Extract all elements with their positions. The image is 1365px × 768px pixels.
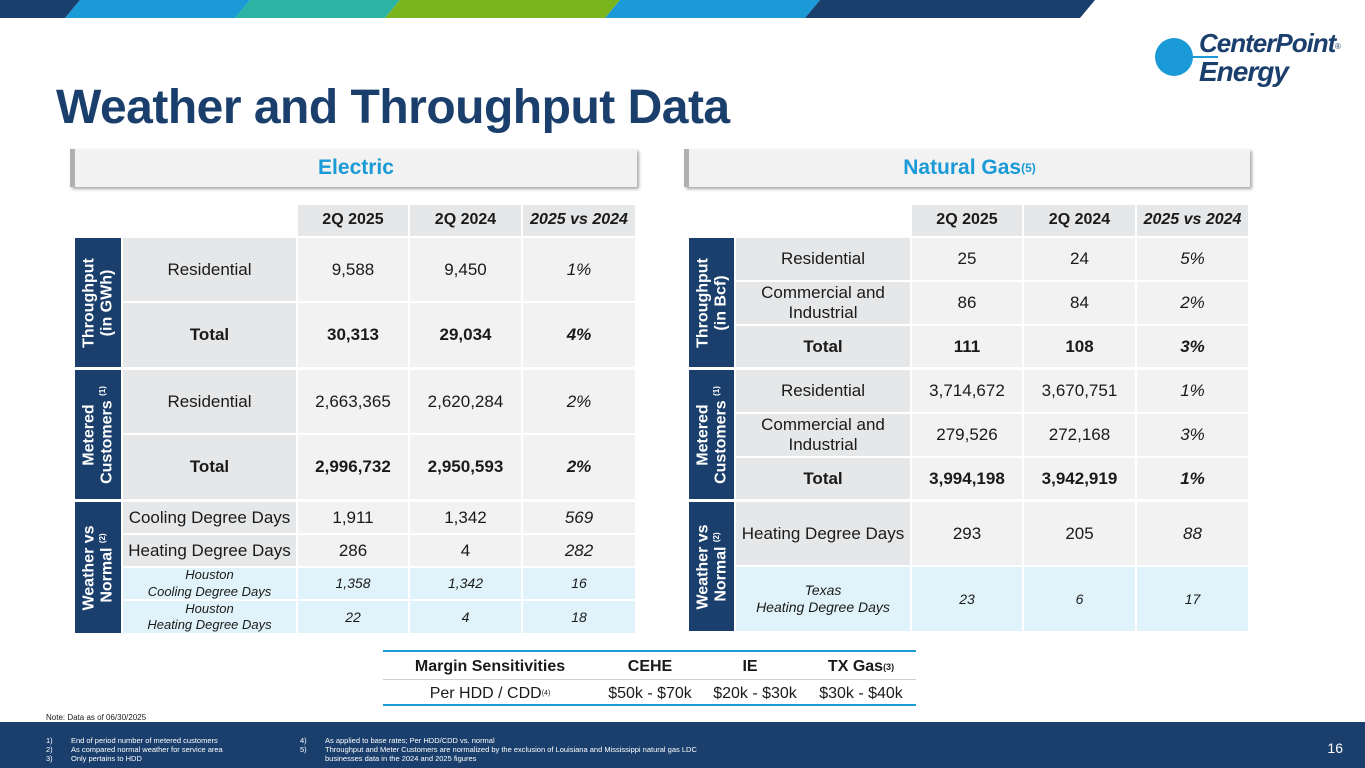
- side-label-footnote: (2): [711, 531, 721, 542]
- cell-2q2024: 29,034: [410, 303, 521, 367]
- margin-data-row: [383, 679, 916, 706]
- cell-2q2025: 1,358: [298, 568, 408, 599]
- row-label-total: Total: [123, 435, 296, 499]
- cell-change: 5%: [1137, 238, 1248, 280]
- margin-row-label-footnote: (4): [541, 690, 551, 697]
- cell-change: 1%: [523, 238, 635, 301]
- electric-header-2q2024: 2Q 2024: [410, 205, 521, 236]
- cell-change: 18: [523, 601, 635, 633]
- side-label-line1: Throughput: [80, 257, 98, 348]
- electric-customers-side-label: [75, 370, 121, 499]
- footnote-number: 1): [46, 736, 53, 745]
- cell-2q2024: 2,620,284: [410, 370, 521, 433]
- cell-2q2024: 3,670,751: [1024, 370, 1135, 412]
- side-label-line2: Normal: [98, 547, 115, 603]
- cell-2q2025: 3,714,672: [912, 370, 1022, 412]
- cell-2q2025: 286: [298, 535, 408, 566]
- footnotes-right: [300, 736, 697, 763]
- row-label-line2: Heating Degree Days: [147, 617, 272, 632]
- logo-text-line1: CenterPoint: [1199, 28, 1336, 58]
- gas-weather-side-label: [689, 502, 734, 631]
- row-label: Heating Degree Days: [123, 535, 296, 566]
- cell-2q2024: 108: [1024, 326, 1135, 367]
- cell-change: 2%: [1137, 282, 1248, 324]
- row-label: Residential: [736, 370, 910, 412]
- footnote-item: [46, 745, 223, 754]
- margin-sensitivities-table: [383, 650, 916, 706]
- cell-2q2024: 24: [1024, 238, 1135, 280]
- row-label-line1: Houston: [185, 567, 234, 583]
- logo-registered-mark: ®: [1335, 42, 1341, 51]
- row-label: Residential: [736, 238, 910, 280]
- footnote-number: 3): [46, 754, 53, 764]
- cell-change: 2%: [523, 370, 635, 433]
- cell-2q2024: 272,168: [1024, 414, 1135, 456]
- row-label-total: Total: [123, 303, 296, 367]
- electric-throughput-side-label: [75, 238, 121, 367]
- row-label-commercial: [736, 282, 910, 324]
- row-label-line2: Cooling Degree Days: [147, 583, 272, 599]
- cell-2q2024: 4: [410, 601, 521, 633]
- margin-txgas-value: $30k - $40k: [819, 684, 903, 702]
- gas-customers-side-label: [689, 370, 734, 499]
- page-number: 16: [1327, 740, 1343, 756]
- row-label: Residential: [123, 238, 296, 301]
- side-label-line2: Normal: [711, 546, 729, 602]
- row-label: Heating Degree Days: [736, 502, 910, 565]
- margin-row-label-text: Per HDD / CDD: [429, 684, 542, 702]
- row-label-total: Total: [736, 326, 910, 367]
- footnote-text: Only pertains to HDD: [71, 754, 142, 764]
- row-label-texas-hdd: [736, 567, 910, 631]
- row-label-commercial: [736, 414, 910, 456]
- cell-2q2024: 1,342: [410, 568, 521, 599]
- cell-change: 1%: [1137, 370, 1248, 412]
- cell-2q2025: 1,911: [298, 502, 408, 533]
- cell-2q2025: 2,996,732: [298, 435, 408, 499]
- logo-text-line2: Energy: [1199, 56, 1288, 87]
- row-label-line2: Heating Degree Days: [756, 599, 890, 615]
- side-label-footnote: (2): [97, 532, 107, 543]
- data-note: Note: Data as of 06/30/2025: [46, 713, 147, 722]
- footnote-item: [46, 736, 223, 745]
- electric-banner: [70, 149, 637, 187]
- cell-2q2025: 25: [912, 238, 1022, 280]
- margin-header-label: Margin Sensitivities: [414, 657, 566, 675]
- cell-2q2025: 2,663,365: [298, 370, 408, 433]
- margin-header-txgas-label: TX Gas: [827, 657, 884, 675]
- cell-2q2025: 86: [912, 282, 1022, 324]
- footnote-text: As compared normal weather for service area: [71, 745, 223, 755]
- row-label-houston-hdd: [123, 601, 296, 633]
- electric-banner-label: Electric: [318, 156, 394, 179]
- cell-change: 2%: [523, 435, 635, 499]
- footnote-text: End of period number of metered customers: [71, 736, 218, 745]
- electric-weather-side-label: [75, 502, 121, 633]
- row-label-line1: Texas: [804, 581, 842, 598]
- gas-banner-footnote: (5): [1021, 161, 1036, 175]
- side-label-line1: Metered: [80, 403, 98, 466]
- cell-2q2024: 3,942,919: [1024, 458, 1135, 499]
- cell-2q2025: 279,526: [912, 414, 1022, 456]
- margin-header-cehe: CEHE: [627, 657, 673, 675]
- cell-change: 3%: [1137, 326, 1248, 367]
- gas-banner: [684, 149, 1250, 187]
- row-label-line1: Commercial and: [761, 283, 885, 303]
- side-label-footnote: (1): [711, 385, 721, 396]
- footnote-item: [46, 754, 223, 763]
- margin-header-txgas: [811, 653, 911, 680]
- margin-row-label: [395, 680, 585, 707]
- footnote-text: Throughput and Meter Customers are normalized by the exclusion of Louisiana and Mississippi natural gas LDC: [325, 745, 697, 755]
- cell-2q2025: 23: [912, 567, 1022, 631]
- margin-ie-value: $20k - $30k: [713, 684, 797, 702]
- cell-change: 4%: [523, 303, 635, 367]
- gas-throughput-side-label: [689, 238, 734, 367]
- side-label-line1: Weather vs: [80, 524, 98, 611]
- gas-header-2q2024: 2Q 2024: [1024, 205, 1135, 236]
- centerpoint-logo: [1155, 28, 1345, 94]
- row-label-line2: Industrial: [788, 303, 858, 322]
- footer: [0, 722, 1365, 768]
- cell-2q2024: 2,950,593: [410, 435, 521, 499]
- side-label-line2: Customers: [98, 399, 115, 484]
- cell-change: 16: [523, 568, 635, 599]
- cell-2q2025: 111: [912, 326, 1022, 367]
- cell-2q2024: 1,342: [410, 502, 521, 533]
- margin-header-txgas-footnote: (3): [883, 661, 895, 672]
- cell-change: 1%: [1137, 458, 1248, 499]
- side-label-line2: (in Bcf): [711, 274, 729, 331]
- cell-2q2025: 293: [912, 502, 1022, 565]
- margin-cehe-value: $50k - $70k: [608, 684, 692, 702]
- row-label-total: Total: [736, 458, 910, 499]
- footnotes-left: [46, 736, 223, 763]
- footnote-text: businesses data in the 2024 and 2025 figures: [325, 754, 477, 764]
- side-label-footnote: (1): [97, 385, 107, 396]
- footnote-number: 2): [46, 745, 53, 755]
- footnote-item: [300, 754, 697, 763]
- footnote-number: 5): [300, 745, 307, 755]
- side-label-line1: Throughput: [693, 257, 711, 348]
- gas-banner-label: Natural Gas: [903, 156, 1022, 179]
- side-label-line1: Weather vs: [693, 523, 711, 610]
- cell-2q2025: 30,313: [298, 303, 408, 367]
- footnote-text: As applied to base rates; Per HDD/CDD vs. normal: [325, 736, 495, 745]
- cell-2q2024: 4: [410, 535, 521, 566]
- row-label: Cooling Degree Days: [123, 502, 296, 533]
- row-label-houston-cdd: [123, 568, 296, 599]
- cell-2q2024: 9,450: [410, 238, 521, 301]
- electric-header-2q2025: 2Q 2025: [298, 205, 408, 236]
- row-label: Residential: [123, 370, 296, 433]
- cell-2q2024: 84: [1024, 282, 1135, 324]
- cell-2q2025: 9,588: [298, 238, 408, 301]
- row-label-line1: Commercial and: [761, 415, 885, 435]
- footnote-number: 4): [300, 736, 307, 745]
- gas-header-2q2025: 2Q 2025: [912, 205, 1022, 236]
- cell-change: 17: [1137, 567, 1248, 631]
- cell-2q2025: 3,994,198: [912, 458, 1022, 499]
- gas-header-change: 2025 vs 2024: [1137, 205, 1248, 236]
- page-title: Weather and Throughput Data: [56, 81, 730, 134]
- cell-2q2024: 6: [1024, 567, 1135, 631]
- margin-header-ie: IE: [742, 657, 758, 675]
- footnote-item: [300, 745, 697, 754]
- side-label-line2: (in GWh): [98, 269, 115, 336]
- row-label-line1: Houston: [185, 600, 234, 616]
- footnote-item: [300, 736, 697, 745]
- cell-change: 569: [523, 502, 635, 533]
- electric-header-change: 2025 vs 2024: [523, 205, 635, 236]
- cell-change: 3%: [1137, 414, 1248, 456]
- cell-2q2024: 205: [1024, 502, 1135, 565]
- cell-change: 88: [1137, 502, 1248, 565]
- row-label-line2: Industrial: [788, 435, 858, 454]
- side-label-line2: Customers: [711, 399, 729, 484]
- cell-2q2025: 22: [298, 601, 408, 633]
- cell-change: 282: [523, 535, 635, 566]
- margin-header-row: [383, 653, 916, 680]
- side-label-line1: Metered: [693, 403, 711, 466]
- top-decorative-stripes: [0, 0, 1365, 18]
